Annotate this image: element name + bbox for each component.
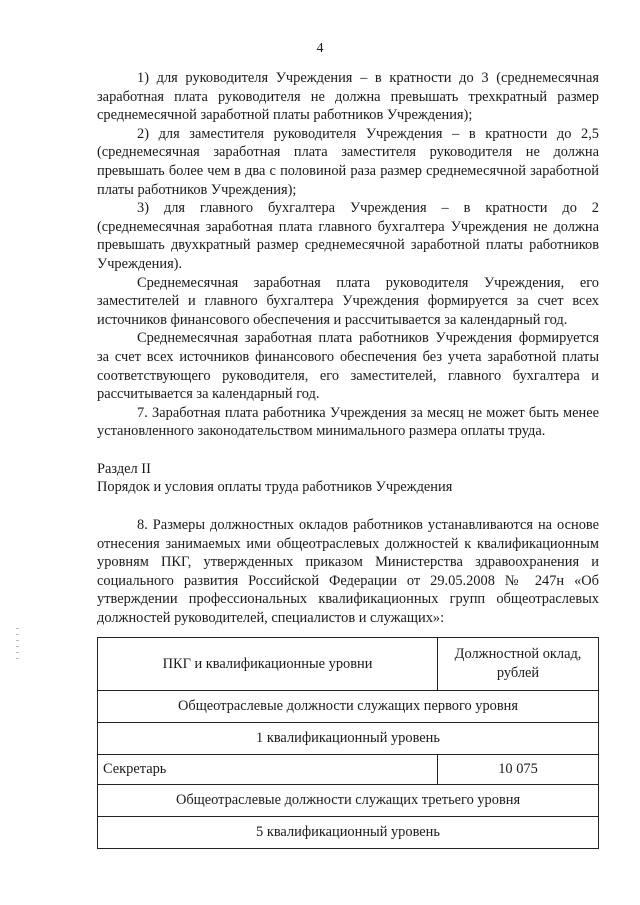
paragraph-minimum-wage: 7. Заработная плата работника Учреждения за месяц не может быть менее установленного законодательством минимального размера оплаты труда. [97, 404, 599, 440]
paragraph-salary-rules: 8. Размеры должностных окладов работников устанавливаются на основе отнесения занимаемых ими общеотраслевых должностей к квалификационным уровням ПКГ, утвержденных приказом Министерства здравоохранения и социального развития Российской Федерации от 29.05.2008 № 247н «Об утверждении профессиональных квалификационных групп общеотраслевых должностей руководителей, специалистов и служащих»: [97, 517, 599, 627]
table-row [98, 817, 599, 849]
salary-table [97, 637, 599, 849]
page-number: 4 [316, 41, 324, 56]
table-group-cell: Общеотраслевые должности служащих третьего уровня [98, 785, 599, 817]
table-level-cell: 5 квалификационный уровень [98, 817, 599, 849]
section-title: Раздел II [97, 460, 151, 477]
paragraph-accountant-ratio: 3) для главного бухгалтера Учреждения – в кратности до 2 (среднемесячная заработная плата главного бухгалтера Учреждения не должна превышать двухкратный размер среднемесячной заработной платы работников Учреждения). [97, 200, 599, 272]
paragraph-manager-ratio: 1) для руководителя Учреждения – в кратности до 3 (среднемесячная заработная плата руководителя не должна превышать трехкратный размер среднемесячной заработной платы работников Учреждения); [97, 70, 599, 124]
table-position-cell: Секретарь [98, 755, 438, 785]
paragraph-staff-salary: Среднемесячная заработная плата работников Учреждения формируется за счет всех источников финансового обеспечения без учета заработной платы соответствующего руководителя, его заместителей, главного бухгалтера и рассчитывается за календарный год. [97, 330, 599, 403]
table-group-cell: Общеотраслевые должности служащих первого уровня [98, 691, 599, 723]
table-row [98, 691, 599, 723]
paragraph-deputy-ratio: 2) для заместителя руководителя Учреждения – в кратности до 2,5 (среднемесячная заработная плата заместителя руководителя не должна превышать более чем в два с половиной раза размер среднемесячной заработной платы работников Учреждения); [97, 125, 599, 198]
table-header-cell: ПКГ и квалификационные уровни [98, 638, 438, 691]
section-subtitle: Порядок и условия оплаты труда работников Учреждения [97, 479, 453, 496]
table-header-cell: Должностной оклад, рублей [438, 638, 599, 691]
table-level-cell: 1 квалификационный уровень [98, 723, 599, 755]
table-salary-cell: 10 075 [438, 755, 599, 785]
table-row [98, 755, 599, 785]
table-row [98, 723, 599, 755]
paragraph-management-salary: Среднемесячная заработная плата руководителя Учреждения, его заместителей и главного бухгалтера Учреждения формируется за счет всех источников финансового обеспечения и рассчитывается за календарный год. [97, 274, 599, 328]
margin-scan-marks [16, 628, 22, 668]
document-body [97, 69, 599, 628]
table-header-row [98, 638, 599, 691]
table-row [98, 785, 599, 817]
